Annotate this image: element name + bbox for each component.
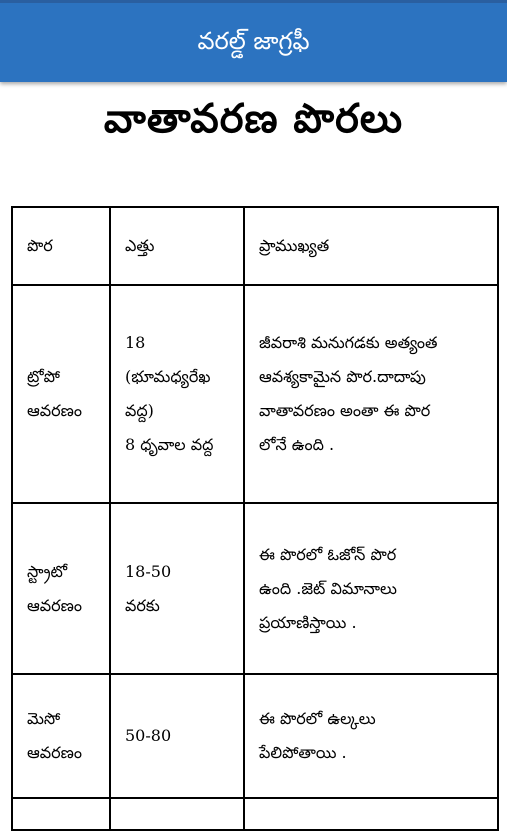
- cell-line: ట్రోపో: [27, 367, 60, 386]
- height-cell: [110, 503, 244, 674]
- cell-line: ఉంది .జెట్ విమానాలు: [259, 578, 397, 598]
- height-cell: [110, 285, 244, 503]
- app-title: వరల్డ్ జాగ్రఫీ: [197, 27, 310, 55]
- height-cell: [110, 798, 244, 830]
- cell-line: ఆవరణం: [27, 401, 82, 420]
- layer-cell: [12, 674, 110, 798]
- layer-cell: [12, 285, 110, 503]
- app-bar: [0, 0, 507, 82]
- table-row: [12, 503, 498, 674]
- cell-line: పేలిపోతాయి .: [259, 743, 347, 762]
- importance-cell: [244, 798, 498, 830]
- header-height: ఎత్తు: [110, 207, 244, 285]
- atmosphere-layers-table: [11, 206, 499, 831]
- importance-cell: [244, 503, 498, 674]
- cell-line: (భూమధ్యరేఖ: [125, 367, 211, 386]
- cell-line: వద్ద): [125, 401, 154, 420]
- table-row: [12, 285, 498, 503]
- cell-line: వాతావరణం అంతా ఈ పొర: [259, 401, 431, 420]
- layer-cell: [12, 503, 110, 674]
- cell-line: స్ట్రాటో: [27, 561, 68, 581]
- cell-line: ఆవరణం: [27, 595, 82, 615]
- cell-line: 8 ధృవాల వద్ద: [125, 435, 214, 454]
- cell-line: 18: [125, 333, 146, 352]
- cell-line: వరకు: [125, 595, 160, 615]
- table-row: [12, 798, 498, 830]
- cell-line: 18-50: [125, 561, 172, 581]
- cell-line: జీవరాశి మనుగడకు అత్యంత: [259, 333, 438, 352]
- header-importance: ప్రాముఖ్యత: [244, 207, 498, 285]
- layer-cell: [12, 798, 110, 830]
- cell-line: ఈ పొరలో ఓజోన్ పొర: [259, 544, 397, 564]
- cell-line: ఆవశ్యకామైన పొర.దాదాపు: [259, 367, 426, 386]
- cell-line: 50-80: [125, 726, 172, 745]
- importance-cell: [244, 674, 498, 798]
- table-header-row: [12, 207, 498, 285]
- cell-line: ప్రయాణిస్తాయి .: [259, 612, 357, 632]
- cell-line: ఈ పొరలో ఉల్కలు: [259, 709, 376, 728]
- cell-line: మెసో: [27, 709, 61, 728]
- page-title: వాతావరణ పొరలు: [103, 96, 404, 142]
- cell-line: ఆవరణం: [27, 743, 82, 762]
- importance-cell: [244, 285, 498, 503]
- cell-line: లోనే ఉంది .: [259, 435, 335, 454]
- header-layer: పొర: [12, 207, 110, 285]
- table-row: [12, 674, 498, 798]
- height-cell: [110, 674, 244, 798]
